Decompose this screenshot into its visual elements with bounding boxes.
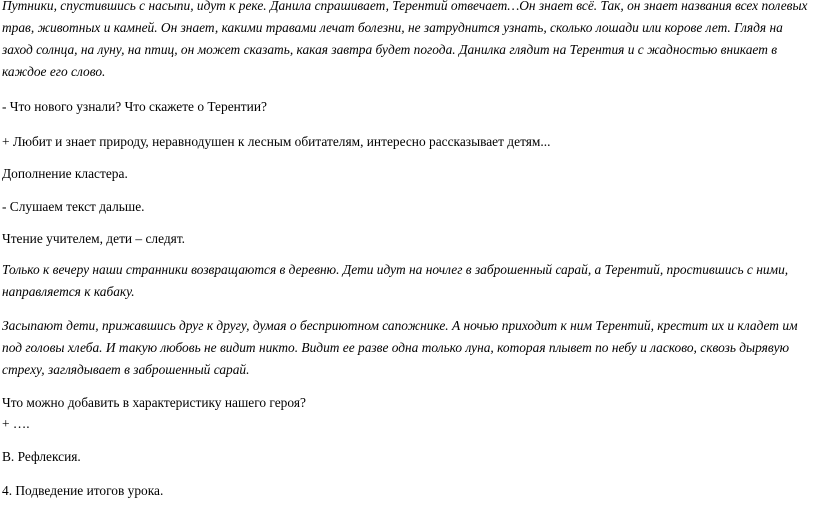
paragraph-question-2: Что можно добавить в характеристику нашего героя? bbox=[2, 395, 306, 410]
paragraph-summary: 4. Подведение итогов урока. bbox=[2, 483, 164, 498]
paragraph-cluster: Дополнение кластера. bbox=[2, 166, 128, 181]
paragraph-story-3: Засыпают дети, прижавшись друг к другу, думая о бесприютном сапожнике. А ночью приходит к ним Терентий, крестит их и кладет им под головы хлеба. И такую любовь не видит никто. Видит ее разве одна только луна, которая плывет по небу и ласково, сквозь дырявую стреху, заглядывает в заброшенный сарай. bbox=[2, 318, 798, 377]
paragraph-listen: - Слушаем текст дальше. bbox=[2, 199, 145, 214]
paragraph-story-1: Путники, спустившись с насыпи, идут к реке. Данила спрашивает, Терентий отвечает…Он знает всё. Так, он знает названия всех полевых трав, животных и камней. Он знает, какими травами лечат болезни, не затруднится узнать, сколько лошади или корове лет. Глядя на заход солнца, на луну, на птиц, он может сказать, какая завтра будет погода. Данилка глядит на Терентия и с жадностью вникает в каждое его слово. bbox=[2, 0, 808, 79]
paragraph-reflection: В. Рефлексия. bbox=[2, 449, 81, 464]
paragraph-story-2: Только к вечеру наши странники возвращаются в деревню. Дети идут на ночлег в заброшенный сарай, а Терентий, простившись с ними, направляется к кабаку. bbox=[2, 262, 789, 299]
paragraph-answer-2: + …. bbox=[2, 416, 30, 431]
paragraph-answer-1: + Любит и знает природу, неравнодушен к лесным обитателям, интересно рассказывает детям... bbox=[2, 134, 551, 149]
paragraph-reading: Чтение учителем, дети – следят. bbox=[2, 231, 186, 246]
paragraph-question-1: - Что нового узнали? Что скажете о Терентии? bbox=[2, 99, 267, 114]
